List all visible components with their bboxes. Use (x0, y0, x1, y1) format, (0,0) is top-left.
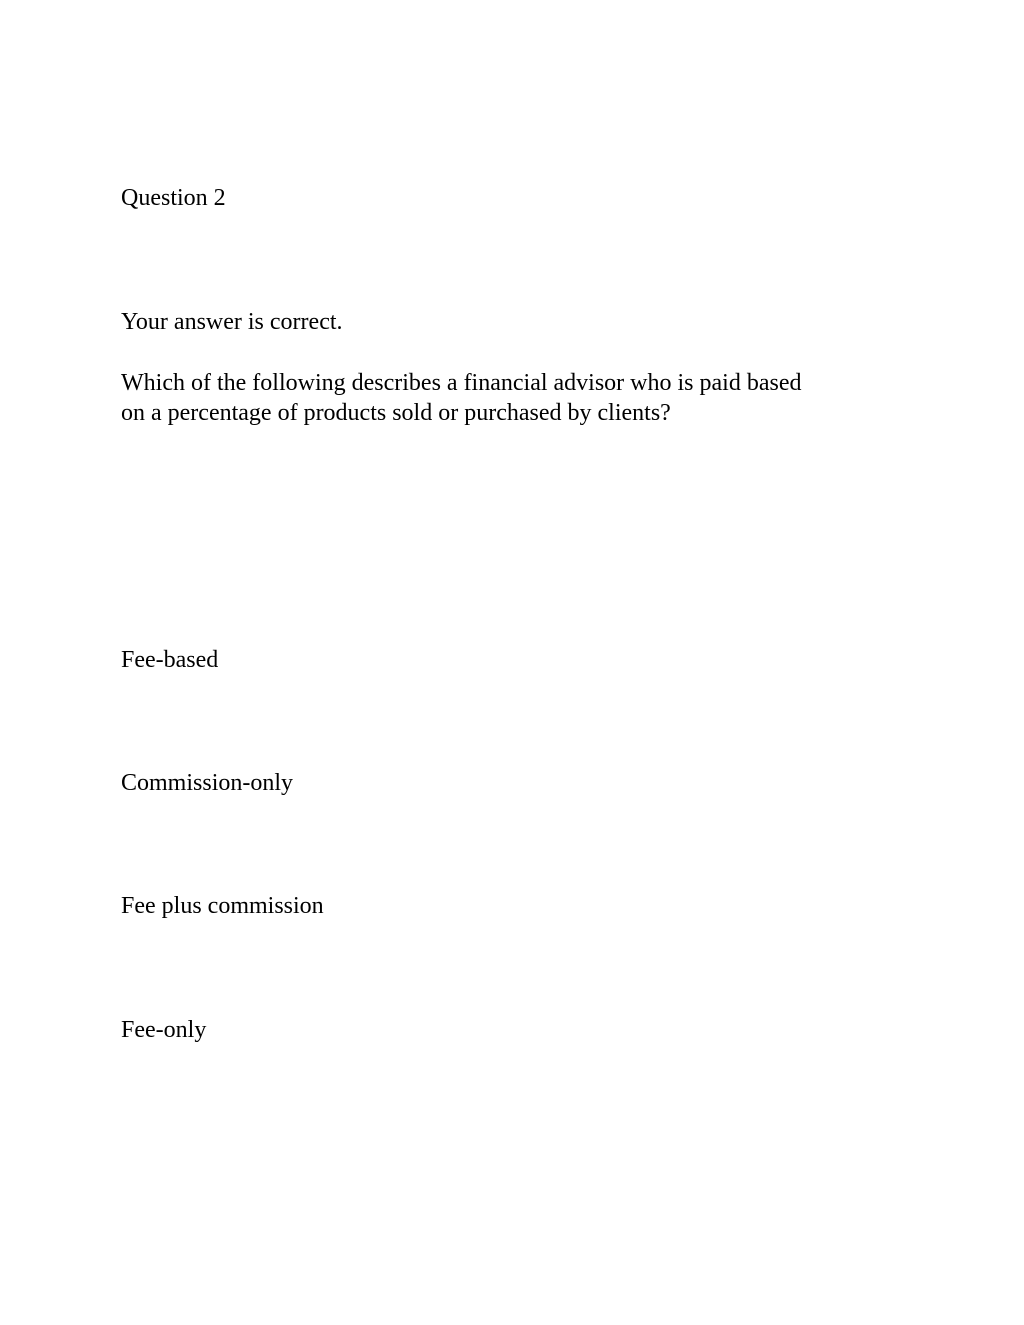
answer-option-fee-only[interactable]: Fee-only (121, 1017, 207, 1043)
answer-option-fee-plus-commission[interactable]: Fee plus commission (121, 893, 324, 919)
question-title: Question 2 (121, 185, 226, 211)
answer-option-fee-based[interactable]: Fee-based (121, 647, 219, 673)
question-prompt-line-2: on a percentage of products sold or purchased by clients? (121, 400, 671, 426)
answer-option-commission-only[interactable]: Commission-only (121, 770, 294, 796)
question-prompt-line-1: Which of the following describes a financial advisor who is paid based (121, 370, 802, 396)
answer-feedback: Your answer is correct. (121, 309, 343, 335)
question-prompt (121, 368, 911, 428)
